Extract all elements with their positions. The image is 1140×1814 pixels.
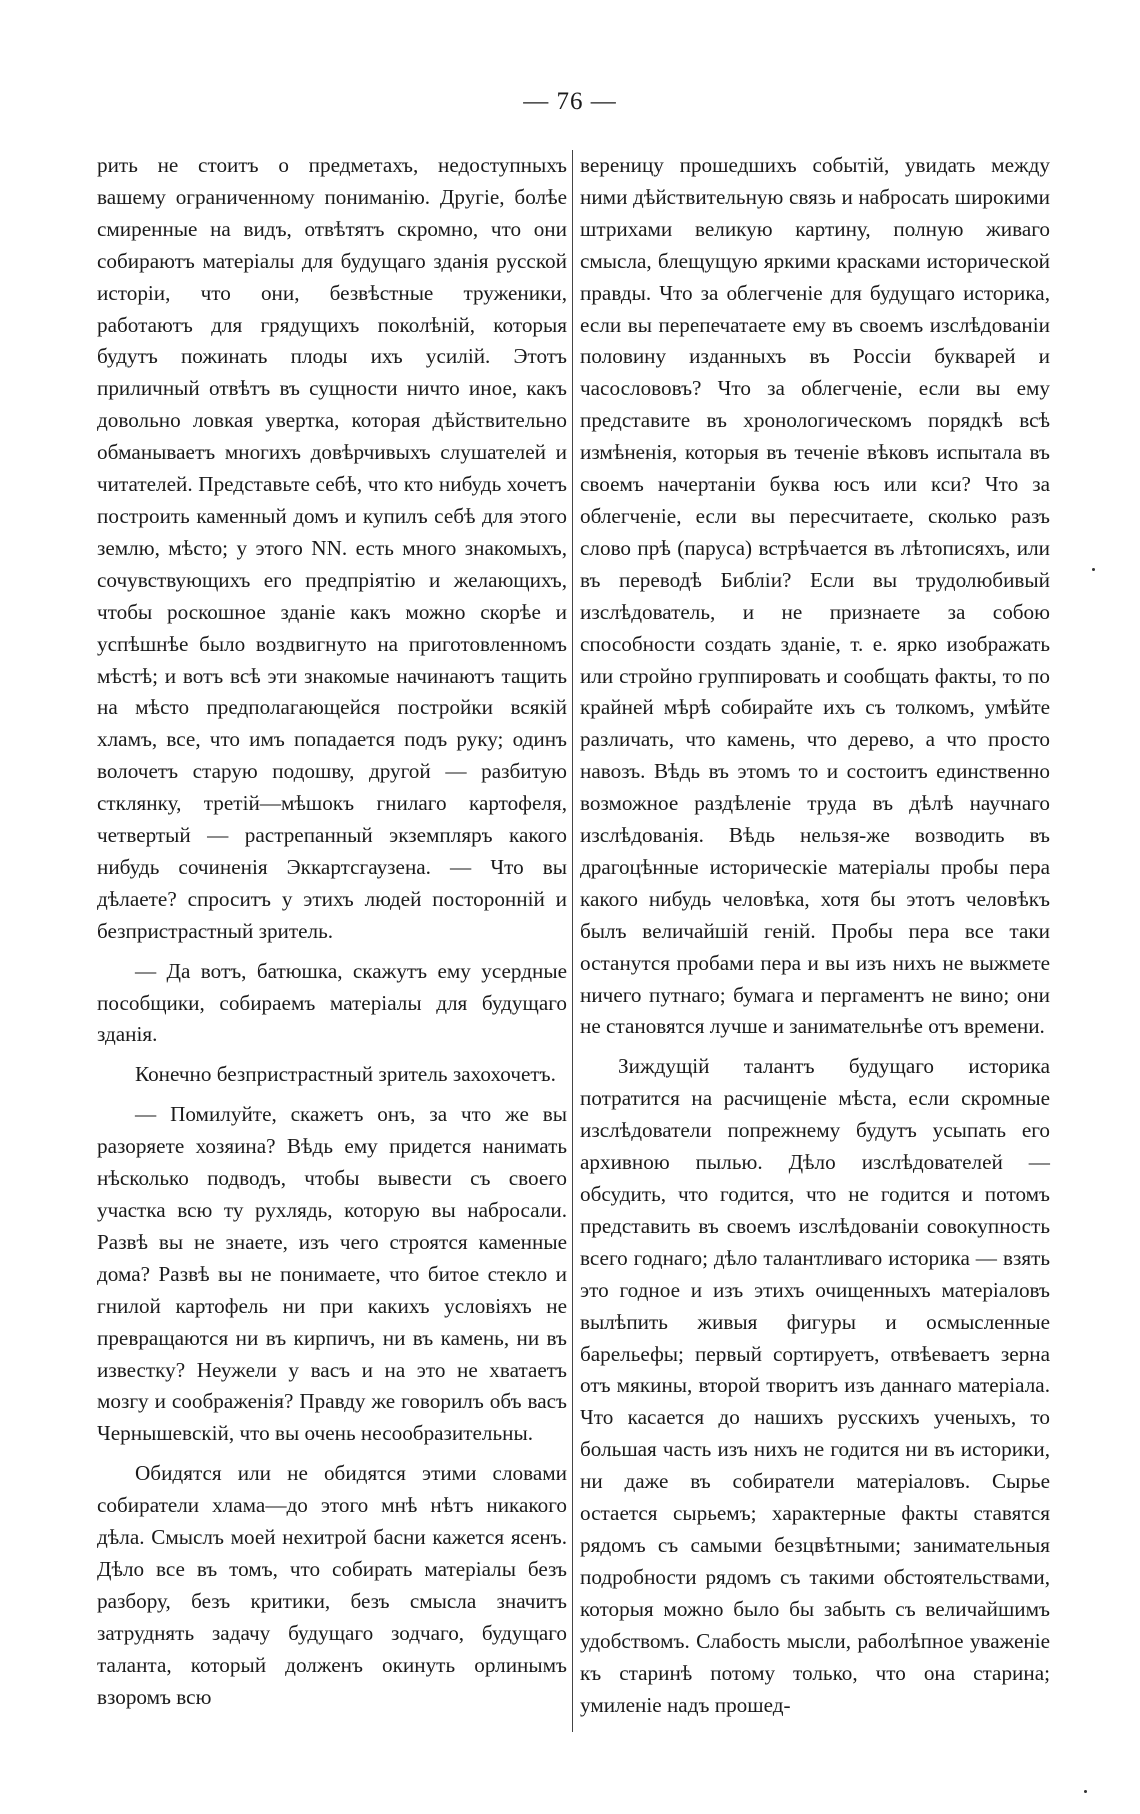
page-number: — 76 — bbox=[523, 88, 617, 115]
print-speck-corner bbox=[1084, 1790, 1087, 1793]
left-paragraph-4: — Помилуйте, скажетъ онъ, за что же вы разоряете хозяина? Вѣдь ему придется нанимать нѣсколько подводъ, чтобы вывести съ своего участка всю ту рухлядь, которую вы набросали. Развѣ вы не знаете, изъ чего строятся каменные дома? Развѣ вы не понимаете, что битое стекло и гнилой картофель ни при какихъ условіяхъ не превращаются ни въ кирпичъ, ни въ камень, ни въ известку? Неужели у васъ и на это не хватаетъ мозгу и соображенія? Правду же говорилъ объ васъ Чернышевскій, что вы очень несообразительны. bbox=[97, 1102, 567, 1446]
column-divider bbox=[572, 150, 573, 1732]
left-paragraph-3: Конечно безпристрастный зритель захохочетъ. bbox=[135, 1062, 556, 1087]
left-column bbox=[97, 150, 567, 1722]
left-paragraph-5: Обидятся или не обидятся этими словами собиратели хлама—до этого мнѣ нѣтъ никакого дѣла. Смыслъ моей нехитрой басни кажется яcенъ. Дѣло все въ томъ, что собирать матеріалы безъ разбору, безъ критики, безъ смысла значитъ затруднять задачу будущаго зодчаго, будущаго таланта, который долженъ окинуть орлинымъ взоромъ всю bbox=[97, 1461, 567, 1709]
left-paragraph-2: — Да вотъ, батюшка, скажутъ ему усердные пособщики, собираемъ матеріалы для будущаго зданія. bbox=[97, 958, 567, 1047]
right-paragraph-2: Зиждущій талантъ будущаго историка потратится на расчищеніе мѣста, если скромные изслѣдователи попрежнему будутъ усыпать его архивною пылью. Дѣло изслѣдователей — обсудить, что годится, что не годится и потомъ представить въ своемъ изслѣдованіи совокупность всего годнаго; дѣло талантливаго историка — взять это годное и изъ этихъ очищенныхъ матеріаловъ вылѣпить живыя фигуры и осмысленные барельефы; первый сортируетъ, отвѣеваетъ зерна отъ мякины, второй творитъ изъ даннаго матеріала. Что касается до нашихъ русскихъ ученыхъ, то большая часть изъ нихъ не годится ни въ историки, ни даже въ собиратели матеріаловъ. Сырье остается сырьемъ; характерные факты ставятся рядомъ съ самыми безцвѣтными; занимательныя подробности рядомъ съ такими обстоятельствами, которыя можно было бы забыть съ величайшимъ удобствомъ. Слабость мысли, раболѣпное уваженіе къ старинѣ потому только, что она старина; умиленіе надъ прошед- bbox=[580, 1054, 1050, 1717]
left-paragraph-1: рить не стоитъ о предметахъ, недоступныхъ вашему ограниченному пониманію. Другіе, болѣе смиренные на видъ, отвѣтятъ скромно, что они собираютъ матеріалы для будущаго зданія русской исторіи, что они, безвѣстные труженики, работаютъ для грядущихъ поколѣній, которыя будутъ пожинать плоды ихъ усилій. Этотъ приличный отвѣтъ въ сущности ничто иное, какъ довольно ловкая увертка, которая дѣйствительно обманываетъ многихъ довѣрчивыхъ слушателей и читателей. Представьте себѣ, что кто нибудь хочетъ построить каменный домъ и купилъ себѣ для этого землю, мѣсто; у этого NN. есть много знакомыхъ, сочувствующихъ его предпріятію и желающихъ, чтобы роскошное зданіе какъ можно скорѣе и успѣшнѣе было воздвигнуто на приготовленномъ мѣстѣ; и вотъ всѣ эти знакомые начинаютъ тащить на мѣсто предполагающейся постройки всякій хламъ, все, что имъ попадается подъ руку; одинъ волочетъ старую подошву, другой — разбитую стклянку, третій—мѣшокъ гнилаго картофеля, четвертый — растрепанный экземпляръ какого нибудь сочиненія Эккартсгаузена. — Что вы дѣлаете? спроситъ у этихъ людей посторонній и безпристрастный зритель. bbox=[97, 153, 567, 943]
right-column bbox=[580, 150, 1050, 1729]
print-speck bbox=[1092, 568, 1095, 571]
right-paragraph-1: вереницу прошедшихъ событій, увидать между ними дѣйствительную связь и набросать широкими штрихами великую картину, полную живаго смысла, блещущую яркими красками исторической правды. Что за облегченіе для будущаго историка, если вы перепечатаете ему въ своемъ изслѣдованіи половину изданныхъ въ Россіи букварей и часослововъ? Что за облегченіе, если вы ему представите въ хронологическомъ порядкѣ всѣ измѣненія, которыя въ теченіе вѣковъ испытала въ своемъ начертаніи буква юсъ или кси? Что за облегченіе, если вы пересчитаете, сколько разъ слово прѣ (паруса) встрѣчается въ лѣтописяхъ, или въ переводѣ Библіи? Если вы трудолюбивый изслѣдователь, и не признаете за собою способности создать зданіе, т. е. ярко изображать или стройно группировать и сообщать факты, то по крайней мѣрѣ собирайте ихъ съ толкомъ, умѣйте различать, что камень, что дерево, а что просто навозъ. Вѣдь въ этомъ то и состоитъ единственно возможное раздѣленіе труда въ дѣлѣ научнаго изслѣдованія. Вѣдь нельзя-же возводить въ драгоцѣнные историческіе матеріалы пробы пера какого нибудь человѣка, хотя бы этотъ человѣкъ былъ величайшій геній. Пробы пера все таки останутся пробами пера и вы изъ нихъ не выжмете ничего путнаго; бумага и пергаментъ не вино; они не становятся лучше и занимательнѣе отъ времени. bbox=[580, 153, 1050, 1039]
